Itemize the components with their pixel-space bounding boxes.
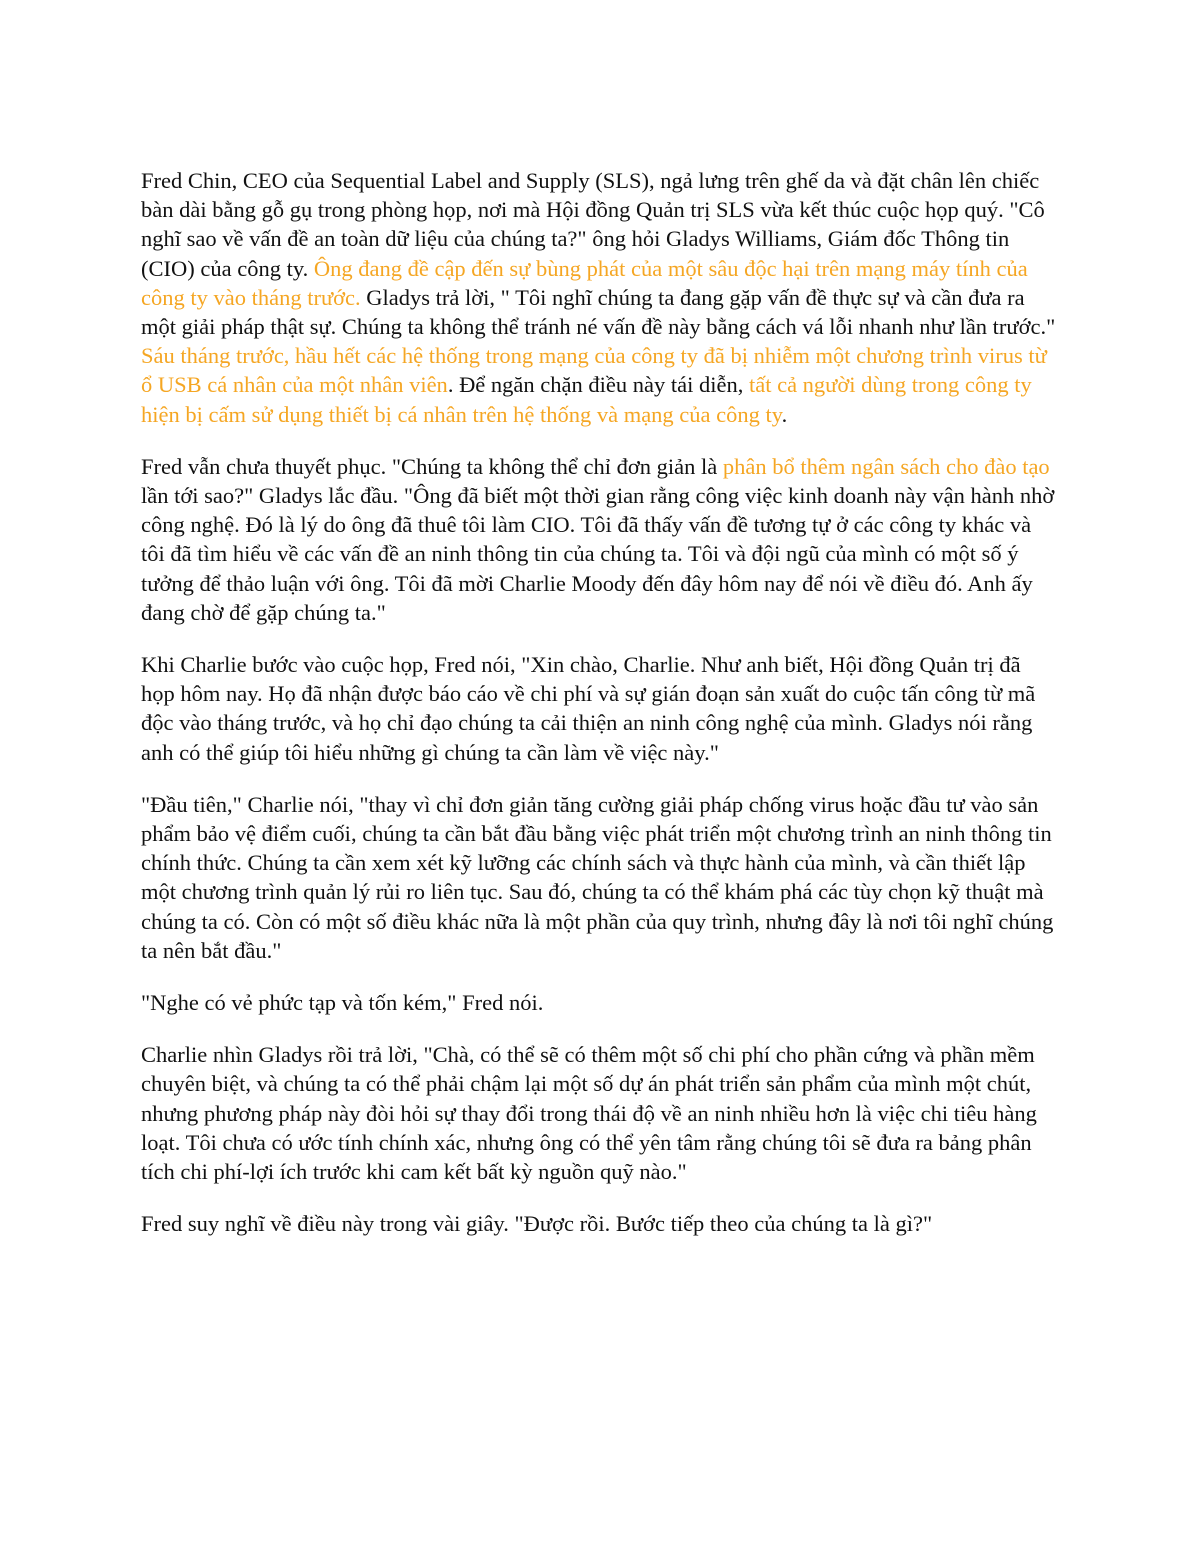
text-segment: "Đầu tiên," Charlie nói, "thay vì chỉ đơn giản tăng cường giải pháp chống virus hoặc đầu tư vào sản phẩm bảo vệ điểm cuối, chúng ta cần bắt đầu bằng việc phát triển một chương trình an ninh thông tin chính thức. Chúng ta cần xem xét kỹ lưỡng các chính sách và thực hành của mình, và cần thiết lập một chương trình quản lý rủi ro liên tục. Sau đó, chúng ta có thể khám phá các tùy chọn kỹ thuật mà chúng ta có. Còn có một số điều khác nữa là một phần của quy trình, nhưng đây là nơi tôi nghĩ chúng ta nên bắt đầu." xyxy=(141,791,1054,963)
text-segment: "Nghe có vẻ phức tạp và tốn kém," Fred nói. xyxy=(141,990,544,1016)
paragraph-5 xyxy=(141,988,1056,1017)
document-body xyxy=(141,166,1056,1262)
paragraph-6 xyxy=(141,1040,1056,1186)
highlighted-text: Ông đang đề cập đến sự bùng phát của một sâu độc hại trên mạng máy tính của công ty vào tháng trước. xyxy=(141,255,1028,310)
paragraph-3 xyxy=(141,650,1056,767)
text-segment: . Để ngăn chặn điều này tái diễn, xyxy=(447,372,749,398)
paragraph-7 xyxy=(141,1209,1056,1238)
text-segment: . xyxy=(781,401,788,427)
text-segment: Gladys trả lời, " Tôi nghĩ chúng ta đang gặp vấn đề thực sự và cần đưa ra một giải pháp thật sự. Chúng ta không thể tránh né vấn đề này bằng cách vá lỗi nhanh như lần trước." xyxy=(141,284,1056,340)
text-segment: lần tới sao?" Gladys lắc đầu. "Ông đã biết một thời gian rằng công việc kinh doanh này vận hành nhờ công nghệ. Đó là lý do ông đã thuê tôi làm CIO. Tôi đã thấy vấn đề tương tự ở các công ty khác và tôi đã tìm hiểu về các vấn đề an ninh thông tin của chúng ta. Tôi và đội ngũ của mình có một số ý tưởng để thảo luận với ông. Tôi đã mời Charlie Moody đến đây hôm nay để nói về điều đó. Anh ấy đang chờ để gặp chúng ta." xyxy=(141,483,1055,625)
highlighted-text: tất cả người dùng trong công ty hiện bị cấm sử dụng thiết bị cá nhân trên hệ thống và mạng của công ty xyxy=(141,372,1032,427)
highlighted-text: phân bổ thêm ngân sách cho đào tạo xyxy=(722,453,1050,479)
text-segment: Khi Charlie bước vào cuộc họp, Fred nói, "Xin chào, Charlie. Như anh biết, Hội đồng Quản trị đã họp hôm nay. Họ đã nhận được báo cáo về chi phí và sự gián đoạn sản xuất do cuộc tấn công từ mã độc vào tháng trước, và họ chỉ đạo chúng ta cải thiện an ninh công nghệ của mình. Gladys nói rằng anh có thể giúp tôi hiểu những gì chúng ta cần làm về việc này." xyxy=(141,652,1036,765)
text-segment: Fred suy nghĩ về điều này trong vài giây. "Được rồi. Bước tiếp theo của chúng ta là gì?" xyxy=(141,1211,933,1237)
paragraph-4 xyxy=(141,790,1056,965)
text-segment: Fred Chin, CEO của Sequential Label and Supply (SLS), ngả lưng trên ghế da và đặt chân lên chiếc bàn dài bằng gỗ gụ trong phòng họp, nơi mà Hội đồng Quản trị SLS vừa kết thúc cuộc họp quý. "Cô nghĩ sao về vấn đề an toàn dữ liệu của chúng ta?" ông hỏi Gladys Williams, Giám đốc Thông tin (CIO) của công ty. xyxy=(141,168,1045,281)
paragraph-2 xyxy=(141,452,1056,627)
highlighted-text: Sáu tháng trước, hầu hết các hệ thống trong mạng của công ty đã bị nhiễm một chương trình virus từ ổ USB cá nhân của một nhân viên xyxy=(141,343,1047,398)
paragraph-1 xyxy=(141,166,1056,429)
text-segment: Fred vẫn chưa thuyết phục. "Chúng ta không thể chỉ đơn giản là xyxy=(141,453,723,479)
text-segment: Charlie nhìn Gladys rồi trả lời, "Chà, có thể sẽ có thêm một số chi phí cho phần cứng và phần mềm chuyên biệt, và chúng ta có thể phải chậm lại một số dự án phát triển sản phẩm của mình một chút, nhưng phương pháp này đòi hỏi sự thay đổi trong thái độ về an ninh nhiều hơn là việc chi tiêu hàng loạt. Tôi chưa có ước tính chính xác, nhưng ông có thể yên tâm rằng chúng tôi sẽ đưa ra bảng phân tích chi phí-lợi ích trước khi cam kết bất kỳ nguồn quỹ nào." xyxy=(141,1042,1037,1185)
